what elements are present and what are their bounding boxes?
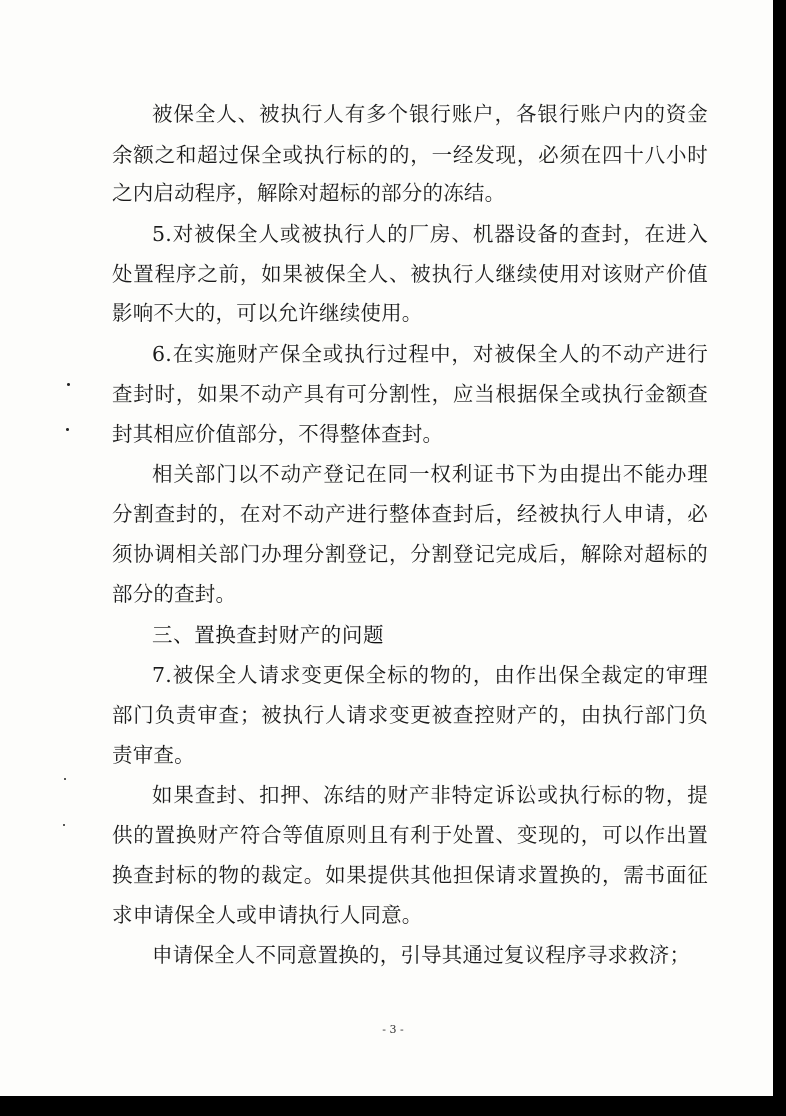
text-line: 部门负责审查；被执行人请求变更被查控财产的，由执行部门负 bbox=[112, 703, 708, 727]
text-line: 处置程序之前，如果被保全人、被执行人继续使用对该财产价值 bbox=[112, 262, 708, 286]
text-line: 须协调相关部门办理分割登记，分割登记完成后，解除对超标的 bbox=[112, 542, 708, 566]
text-line: 之内启动程序，解除对超标的部分的冻结。 bbox=[112, 181, 506, 205]
text-line: 求申请保全人或申请执行人同意。 bbox=[112, 903, 423, 927]
text-line: 查封时，如果不动产具有可分割性，应当根据保全或执行金额查 bbox=[112, 382, 708, 406]
text-line: 换查封标的物的裁定。如果提供其他担保请求置换的，需书面征 bbox=[112, 863, 708, 887]
text-line: 6.在实施财产保全或执行过程中，对被保全人的不动产进行 bbox=[152, 342, 708, 366]
text-line: 申请保全人不同意置换的，引导其通过复议程序寻求救济； bbox=[152, 943, 691, 967]
text-line: 相关部门以不动产登记在同一权利证书下为由提出不能办理 bbox=[152, 462, 708, 486]
page-number: - 3 - bbox=[382, 1023, 404, 1036]
scan-speck bbox=[66, 428, 69, 431]
text-line: 被保全人、被执行人有多个银行账户，各银行账户内的资金 bbox=[152, 102, 708, 126]
text-line: 封其相应价值部分，不得整体查封。 bbox=[112, 422, 444, 446]
text-line: 7.被保全人请求变更保全标的物的，由作出保全裁定的审理 bbox=[152, 663, 708, 687]
scan-speck bbox=[63, 824, 65, 826]
text-line: 余额之和超过保全或执行标的的，一经发现，必须在四十八小时 bbox=[112, 143, 708, 167]
text-line: 部分的查封。 bbox=[112, 582, 237, 606]
text-line: 供的置换财产符合等值原则且有利于处置、变现的，可以作出置 bbox=[112, 823, 708, 847]
text-line: 5.对被保全人或被执行人的厂房、机器设备的查封，在进入 bbox=[152, 222, 708, 246]
section-heading: 三、置换查封财产的问题 bbox=[152, 623, 385, 647]
text-line: 责审查。 bbox=[112, 743, 195, 767]
text-line: 分割查封的，在对不动产进行整体查封后，经被执行人申请，必 bbox=[112, 502, 708, 526]
scan-speck bbox=[64, 778, 66, 780]
scan-speck bbox=[67, 383, 70, 386]
text-line: 影响不大的，可以允许继续使用。 bbox=[112, 301, 423, 325]
text-line: 如果查封、扣押、冻结的财产非特定诉讼或执行标的物，提 bbox=[152, 783, 708, 807]
